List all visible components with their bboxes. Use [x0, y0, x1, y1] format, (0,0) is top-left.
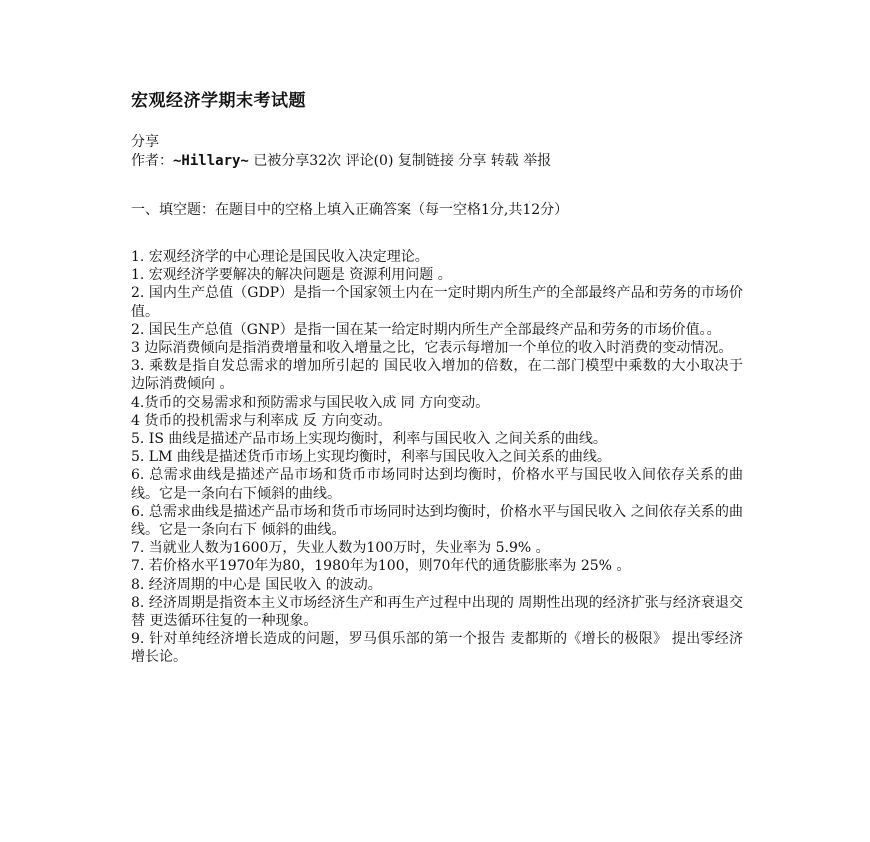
page-title: 宏观经济学期末考试题: [131, 91, 306, 111]
section-heading: 一、填空题：在题目中的空格上填入正确答案（每一空格1分,共12分）: [131, 202, 569, 218]
copy-link-button[interactable]: 复制链接: [397, 153, 454, 169]
share-label: 分享: [131, 134, 159, 150]
question-list: [131, 248, 743, 667]
list-item: 1. 宏观经济学要解决的解决问题是 资源利用问题 。: [131, 267, 452, 284]
list-item: 7. 当就业人数为1600万，失业人数为100万时，失业率为 5.9% 。: [131, 540, 550, 557]
list-item: 2. 国内生产总值（GDP）是指一个国家领土内在一定时期内所生产的全部最终产品和劳务的市场价值。: [131, 285, 743, 320]
list-item: 8. 经济周期是指资本主义市场经济生产和再生产过程中出现的 周期性出现的经济扩张与经济衰退交替 更迭循环往复的一种现象。: [131, 594, 743, 630]
author-name-link[interactable]: ~Hillary~: [173, 153, 249, 169]
list-item: 4 货币的投机需求与利率成 反 方向变动。: [131, 412, 392, 429]
list-item: 6. 总需求曲线是描述产品市场和货币市场同时达到均衡时，价格水平与国民收入 之间依存关系的曲线。它是一条向右下 倾斜的曲线。: [131, 503, 743, 539]
author-prefix: 作者：: [131, 153, 173, 169]
post-meta: [131, 151, 741, 171]
list-item: 9. 针对单纯经济增长造成的问题，罗马俱乐部的第一个报告 麦都斯的《增长的极限》 提出零经济增长论。: [131, 631, 743, 666]
list-item: 2. 国民生产总值（GNP）是指一国在某一给定时期内所生产全部最终产品和劳务的市场价值。。: [131, 321, 721, 338]
comments-link[interactable]: 评论(0): [345, 153, 394, 169]
repost-button[interactable]: 转载: [490, 153, 519, 169]
list-item: 1. 宏观经济学的中心理论是国民收入决定理论。: [131, 249, 429, 265]
list-item: 4.货币的交易需求和预防需求与国民收入成 同 方向变动。: [131, 394, 490, 411]
shared-count: 已被分享32次: [253, 153, 342, 169]
list-item: 6. 总需求曲线是描述产品市场和货币市场同时达到均衡时，价格水平与国民收入间依存关系的曲线。它是一条向右下倾斜的曲线。: [131, 467, 743, 502]
report-button[interactable]: 举报: [523, 153, 552, 169]
list-item: 8. 经济周期的中心是 国民收入 的波动。: [131, 576, 382, 593]
list-item: 7. 若价格水平1970年为80，1980年为100，则70年代的通货膨胀率为 25% 。: [131, 558, 631, 575]
list-item: 5. LM 曲线是描述货币市场上实现均衡时，利率与国民收入之间关系的曲线。: [131, 449, 611, 466]
list-item: 3. 乘数是指自发总需求的增加所引起的 国民收入增加的倍数，在二部门模型中乘数的大小取决于 边际消费倾向 。: [131, 358, 743, 393]
list-item: 3 边际消费倾向是指消费增量和收入增量之比，它表示每增加一个单位的收入时消费的变动情况。: [131, 340, 733, 357]
share-button[interactable]: 分享: [458, 153, 487, 169]
list-item: 5. IS 曲线是描述产品市场上实现均衡时，利率与国民收入 之间关系的曲线。: [131, 431, 607, 448]
